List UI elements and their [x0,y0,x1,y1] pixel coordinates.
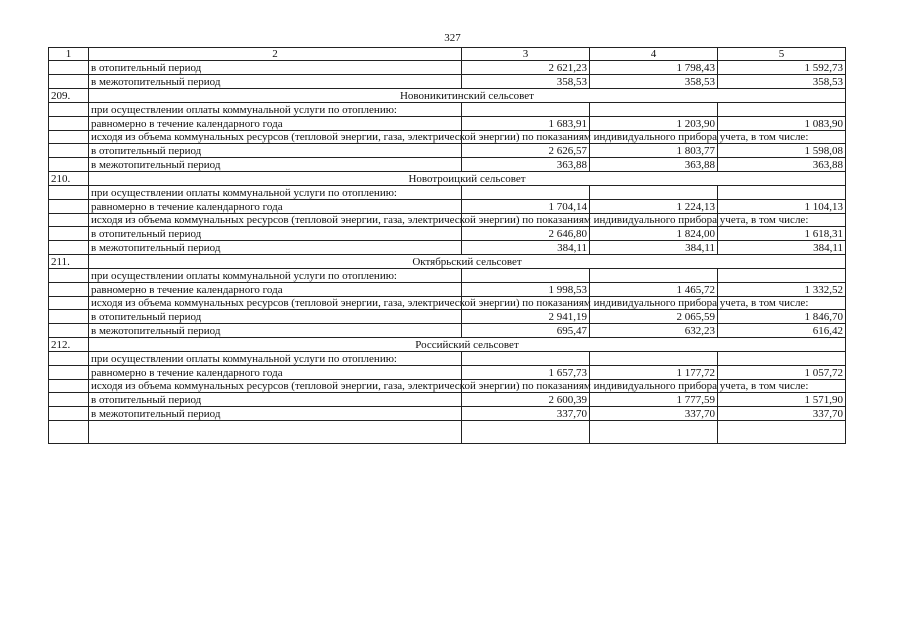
trailing-empty-row [49,421,846,444]
value-cell: 1 683,91 [462,117,590,131]
table-row [49,352,846,366]
table-row [49,269,846,283]
section-header-row [49,255,846,269]
value-cell: 358,53 [462,75,590,89]
value-cell: 2 600,39 [462,393,590,407]
row-label: равномерно в течение календарного года [89,117,462,131]
row-label: исходя из объема коммунальных ресурсов (тепловой энергии, газа, электрической энергии) по показаниям индивидуального прибора учета, в том числе: [89,214,462,227]
value-cell: 1 824,00 [590,227,718,241]
row-label: при осуществлении оплаты коммунальной услуги по отоплению: [89,103,462,117]
table-row [49,393,846,407]
row-label: исходя из объема коммунальных ресурсов (тепловой энергии, газа, электрической энергии) по показаниям индивидуального прибора учета, в том числе: [89,380,462,393]
table-row [49,283,846,297]
row-label: в межотопительный период [89,407,462,421]
value-cell: 1 592,73 [718,61,846,75]
value-cell: 337,70 [718,407,846,421]
column-number: 4 [590,48,718,61]
table-row [49,310,846,324]
value-cell: 1 203,90 [590,117,718,131]
value-cell: 2 626,57 [462,144,590,158]
section-title: Российский сельсовет [89,338,846,352]
row-label: при осуществлении оплаты коммунальной услуги по отоплению: [89,269,462,283]
row-label: в межотопительный период [89,158,462,172]
table-row [49,61,846,75]
row-label: при осуществлении оплаты коммунальной услуги по отоплению: [89,186,462,200]
section-header-row [49,172,846,186]
row-label: в отопительный период [89,393,462,407]
value-cell: 1 083,90 [718,117,846,131]
value-cell: 1 224,13 [590,200,718,214]
section-title: Новоникитинский сельсовет [89,89,846,103]
table-row [49,297,846,310]
value-cell: 1 998,53 [462,283,590,297]
value-cell: 1 177,72 [590,366,718,380]
value-cell: 1 465,72 [590,283,718,297]
column-number: 5 [718,48,846,61]
value-cell: 616,42 [718,324,846,338]
section-header-row [49,338,846,352]
value-cell: 384,11 [462,241,590,255]
table-row [49,214,846,227]
row-label: в отопительный период [89,144,462,158]
table-row [49,158,846,172]
table-row [49,380,846,393]
sections-body [49,89,846,421]
tariff-table [48,47,846,444]
value-cell: 1 332,52 [718,283,846,297]
section-title: Новотроицкий сельсовет [89,172,846,186]
row-label: равномерно в течение календарного года [89,366,462,380]
value-cell: 1 057,72 [718,366,846,380]
value-cell: 1 657,73 [462,366,590,380]
value-cell: 363,88 [718,158,846,172]
value-cell: 363,88 [590,158,718,172]
row-label: в отопительный период [89,227,462,241]
row-label: равномерно в течение календарного года [89,200,462,214]
table-row [49,186,846,200]
section-index: 209. [49,89,89,103]
column-number-row [49,48,846,61]
table-row [49,131,846,144]
value-cell: 363,88 [462,158,590,172]
table-row [49,75,846,89]
row-label: в отопительный период [89,61,462,75]
value-cell: 384,11 [590,241,718,255]
table-row [49,103,846,117]
section-index: 210. [49,172,89,186]
value-cell: 1 618,31 [718,227,846,241]
table-row [49,144,846,158]
value-cell: 695,47 [462,324,590,338]
column-number: 1 [49,48,89,61]
row-label: в межотопительный период [89,324,462,338]
table-row [49,227,846,241]
value-cell: 1 571,90 [718,393,846,407]
row-label: исходя из объема коммунальных ресурсов (тепловой энергии, газа, электрической энергии) по показаниям индивидуального прибора учета, в том числе: [89,131,462,144]
table-row [49,366,846,380]
value-cell: 1 104,13 [718,200,846,214]
value-cell: 2 941,19 [462,310,590,324]
table-row [49,241,846,255]
value-cell: 1 803,77 [590,144,718,158]
table-row [49,407,846,421]
row-label: исходя из объема коммунальных ресурсов (тепловой энергии, газа, электрической энергии) по показаниям индивидуального прибора учета, в том числе: [89,297,462,310]
value-cell: 1 704,14 [462,200,590,214]
section-title: Октябрьский сельсовет [89,255,846,269]
table-row [49,117,846,131]
value-cell: 337,70 [462,407,590,421]
value-cell: 1 798,43 [590,61,718,75]
row-label: в отопительный период [89,310,462,324]
row-label: при осуществлении оплаты коммунальной услуги по отоплению: [89,352,462,366]
value-cell: 1 598,08 [718,144,846,158]
row-label: равномерно в течение календарного года [89,283,462,297]
value-cell: 358,53 [718,75,846,89]
value-cell: 2 065,59 [590,310,718,324]
section-index: 212. [49,338,89,352]
section-header-row [49,89,846,103]
value-cell: 632,23 [590,324,718,338]
value-cell: 1 846,70 [718,310,846,324]
page-number: 327 [444,32,461,44]
value-cell: 2 646,80 [462,227,590,241]
value-cell: 1 777,59 [590,393,718,407]
table-row [49,324,846,338]
table-row [49,200,846,214]
value-cell: 337,70 [590,407,718,421]
row-label: в межотопительный период [89,241,462,255]
value-cell: 2 621,23 [462,61,590,75]
section-index: 211. [49,255,89,269]
column-number: 3 [462,48,590,61]
value-cell: 358,53 [590,75,718,89]
value-cell: 384,11 [718,241,846,255]
column-number: 2 [89,48,462,61]
row-label: в межотопительный период [89,75,462,89]
